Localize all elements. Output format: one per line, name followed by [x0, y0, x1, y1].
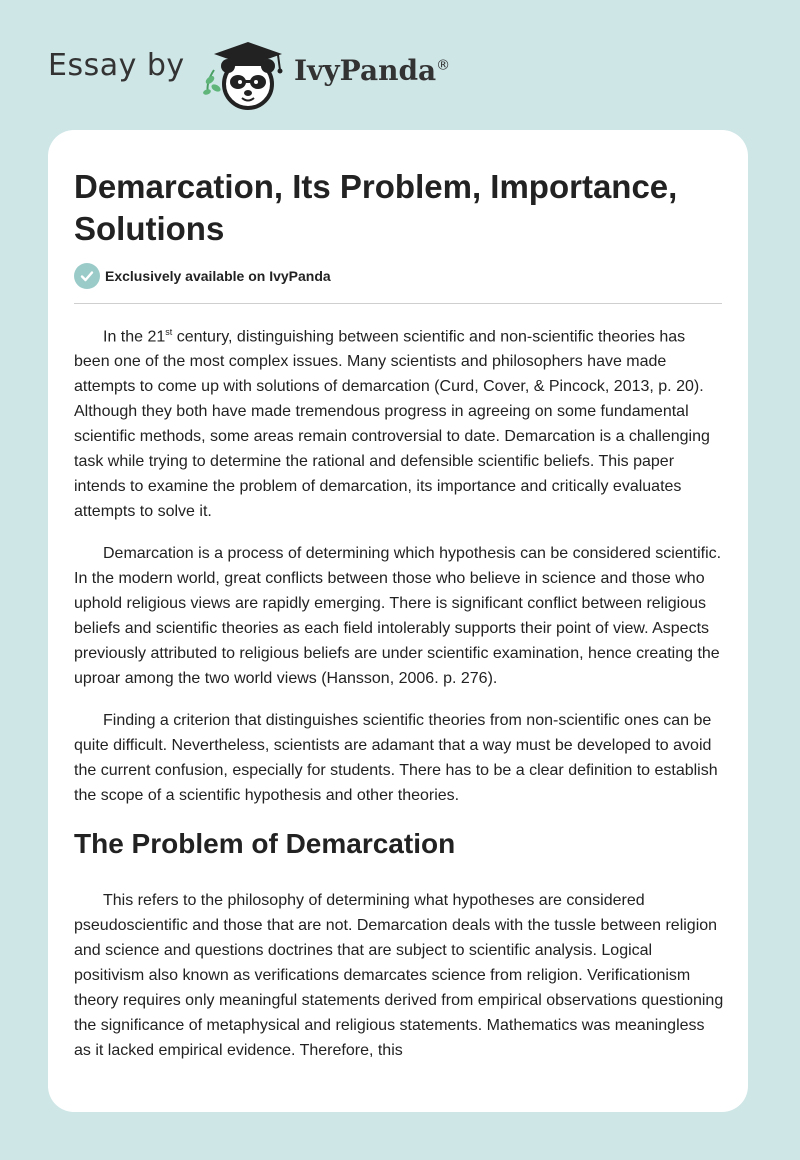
essay-by-label: Essay by — [48, 48, 185, 83]
paragraph-1-start: In the 21 — [103, 328, 166, 346]
paragraph-3: Finding a criterion that distinguishes scientific theories from non-scientific ones can be quite difficult. Nevertheless, scientists are adamant that a way must be developed to avoid the current confusion, especially for students. There has to be a clear definition to establish the scope of a scientific hypothesis and other theories. — [74, 712, 718, 805]
brand-text: IvyPanda — [294, 54, 437, 87]
paragraph-1 — [74, 320, 724, 524]
site-header — [0, 0, 800, 120]
essay-title: Demarcation, Its Problem, Importance, Solutions — [74, 168, 678, 247]
registered-mark: ® — [436, 57, 451, 74]
section-heading: The Problem of Demarcation — [74, 828, 456, 860]
brand-name[interactable] — [294, 54, 450, 87]
essay-body — [74, 320, 724, 1080]
exclusive-badge-label: Exclusively available on IvyPanda — [105, 268, 331, 284]
panda-logo-icon[interactable] — [198, 36, 290, 112]
divider — [74, 303, 722, 304]
exclusive-badge — [74, 263, 331, 289]
essay-card — [48, 130, 748, 1112]
paragraph-4: This refers to the philosophy of determining what hypotheses are considered pseudoscientific and those that are not. Demarcation deals with the tussle between religion and science and questions doctrines that are subject to scientific analysis. Logical positivism also known as verifications demarcates science from religion. Verificationism theory requires only meaningful statements derived from empirical observations questioning the significance of metaphysical and religious statements. Mathematics was meaningless as it lacked empirical evidence. Therefore, this — [74, 892, 724, 1060]
paragraph-2: Demarcation is a process of determining which hypothesis can be considered scientific. In the modern world, great conflicts between those who believe in science and those who uphold religious views are rapidly emerging. There is significant conflict between religious beliefs and scientific theories as each field intolerably supports their point of view. Aspects previously attributed to religious beliefs are under scientific examination, hence creating the uproar among the two world views (Hansson, 2006. p. 276). — [74, 545, 722, 688]
check-icon — [74, 263, 100, 289]
paragraph-1-rest: century, distinguishing between scientific and non-scientific theories has been one of the most complex issues. Many scientists and philosophers have made attempts to come up with solutions of demarcation (Curd, Cover, & Pincock, 2013, p. 20). Although they both have made tremendous progress in agreeing on some fundamental scientific methods, some areas remain controversial to date. Demarcation is a challenging task while trying to determine the rational and defensible scientific beliefs. This paper intends to examine the problem of demarcation, its importance and critically evaluates attempts to solve it. — [74, 328, 710, 521]
ordinal-suffix: st — [165, 327, 173, 337]
